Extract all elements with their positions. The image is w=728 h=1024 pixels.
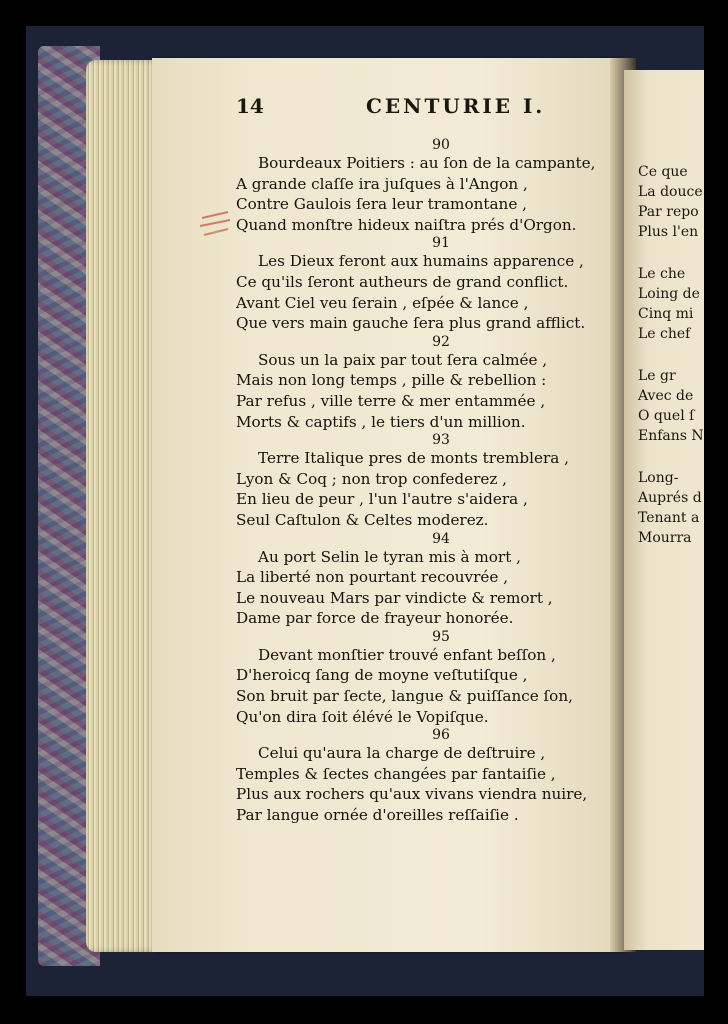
verse-line: Avant Ciel veu ſerain , eſpée & lance , bbox=[236, 293, 529, 312]
verse-line: Seul Caſtulon & Celtes moderez. bbox=[236, 510, 489, 529]
verse-line: En lieu de peur , l'un l'autre s'aidera , bbox=[236, 490, 528, 509]
right-page-gap bbox=[638, 344, 704, 366]
right-page-line: Le gr bbox=[638, 368, 676, 384]
quatrain bbox=[236, 629, 616, 727]
quatrain bbox=[236, 137, 616, 235]
verse-line: Son bruit par ſecte, langue & puiſſance ſon, bbox=[236, 687, 573, 706]
verse-line: Bourdeaux Poitiers : au ſon de la campante, bbox=[258, 154, 596, 172]
right-page-line: Par repo bbox=[638, 204, 699, 220]
right-page-text bbox=[638, 162, 704, 548]
quatrain-number: 94 bbox=[432, 530, 450, 547]
verse-line: Les Dieux feront aux humains apparence , bbox=[258, 252, 584, 271]
verse-line: Au port Selin le tyran mis à mort , bbox=[258, 547, 521, 566]
quatrain-number: 96 bbox=[432, 727, 450, 744]
verse-line: Par langue ornée d'oreilles reſſaiſie . bbox=[236, 806, 519, 825]
verse-line: Plus aux rochers qu'aux vivans viendra nuire, bbox=[236, 785, 588, 804]
right-page-line: Auprés d bbox=[638, 490, 702, 506]
quatrain-number: 91 bbox=[432, 235, 450, 252]
right-page-gap bbox=[638, 446, 704, 468]
right-page-line: Ce que bbox=[638, 164, 688, 180]
right-page-line: O quel ſ bbox=[638, 408, 695, 424]
quatrain-number: 92 bbox=[432, 333, 450, 350]
page-number: 14 bbox=[236, 94, 264, 118]
right-page-line: Cinq mi bbox=[638, 306, 694, 322]
verse-line: Le nouveau Mars par vindicte & remort , bbox=[236, 588, 553, 607]
right-page-line: Tenant a bbox=[638, 510, 700, 526]
quatrain-number: 95 bbox=[432, 628, 450, 645]
right-page-gap bbox=[638, 242, 704, 264]
right-page-line: La douce bbox=[638, 184, 703, 200]
verse-line: Quand monſtre hideux naiſtra prés d'Orgon. bbox=[236, 215, 577, 234]
verse-line: D'heroicq ſang de moyne veſtutiſque , bbox=[236, 666, 528, 685]
quatrain bbox=[236, 432, 616, 530]
verse-line: Que vers main gauche ſera plus grand afflict. bbox=[236, 314, 586, 333]
quatrain-number: 93 bbox=[432, 432, 450, 449]
verse-line: Celui qu'aura la charge de deſtruire , bbox=[258, 744, 546, 763]
verse-line: Morts & captifs , le tiers d'un million. bbox=[236, 412, 526, 431]
quatrain bbox=[236, 727, 616, 825]
right-page-line: Plus l'en bbox=[638, 224, 699, 240]
verse-line: Contre Gaulois ſera leur tramontane , bbox=[236, 195, 527, 214]
verse-line: Temples & ſectes changées par fantaiſie , bbox=[236, 764, 556, 783]
right-page-line: Le chef bbox=[638, 326, 691, 342]
quatrain bbox=[236, 531, 616, 629]
quatrain-list bbox=[236, 137, 616, 826]
verse-line: La liberté non pourtant recouvrée , bbox=[236, 568, 509, 587]
right-page-line: Enfans N bbox=[638, 428, 704, 444]
verse-line: Dame par force de frayeur honorée. bbox=[236, 609, 514, 628]
running-head: CENTURIE I. bbox=[366, 94, 546, 118]
verse-line: Mais non long temps , pille & rebellion : bbox=[236, 371, 547, 390]
verse-line: Terre Italique pres de monts tremblera , bbox=[258, 449, 569, 468]
verse-line: Sous un la paix par tout ſera calmée , bbox=[258, 350, 548, 369]
verse-line: Lyon & Coq ; non trop confederez , bbox=[236, 469, 508, 488]
pencil-marks bbox=[198, 208, 234, 242]
verse-line: Devant monſtier trouvé enfant beſſon , bbox=[258, 645, 556, 664]
right-page-line: Le che bbox=[638, 266, 686, 282]
quatrain bbox=[236, 334, 616, 432]
verse-line: Qu'on dira ſoit élévé le Vopiſque. bbox=[236, 707, 489, 726]
quatrain-number: 90 bbox=[432, 137, 450, 153]
right-page-line: Long- bbox=[638, 470, 679, 486]
right-page-line: Avec de bbox=[638, 388, 694, 404]
quatrain bbox=[236, 235, 616, 333]
right-page bbox=[624, 70, 704, 950]
verse-line: A grande claſſe ira juſques à l'Angon , bbox=[236, 174, 528, 193]
verse-line: Ce qu'ils ſeront autheurs de grand conflict. bbox=[236, 272, 569, 291]
right-page-line: Mourra bbox=[638, 530, 692, 546]
verse-line: Par refus , ville terre & mer entammée , bbox=[236, 391, 546, 410]
page-header bbox=[236, 90, 616, 120]
right-page-line: Loing de bbox=[638, 286, 700, 302]
